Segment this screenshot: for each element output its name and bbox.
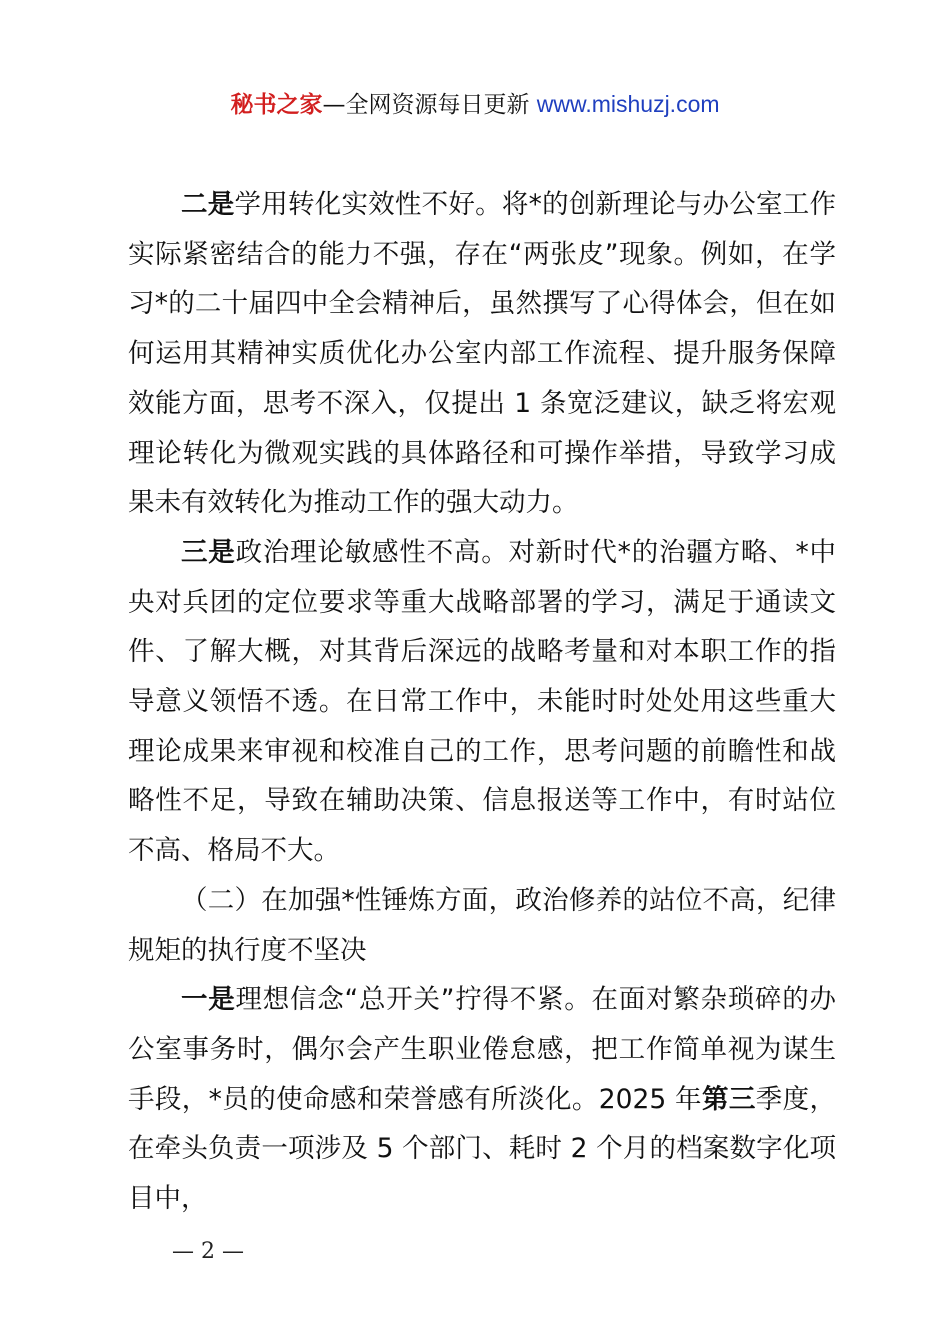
paragraph-bold-inline: 第三 <box>701 1083 756 1115</box>
paragraph-text: 理想信念“总开关”拧得不紧。在面对繁杂琐碎的办公室事务时，偶尔会产生职业倦怠感，把工作简单视为谋生手段，*员的使命感和荣誉感有所淡化。2025 年 <box>128 984 837 1115</box>
header-slogan: —全网资源每日更新 <box>322 92 530 118</box>
paragraph-lead: 一是 <box>181 984 236 1016</box>
paragraph-lead: 二是 <box>181 189 235 220</box>
section-heading-two <box>128 876 836 975</box>
header-url-link[interactable]: www.mishuzj.com <box>536 91 720 117</box>
paragraph-text: 政治理论敏感性不高。对新时代*的治疆方略、*中央对兵团的定位要求等重大战略部署的学习，满足于通读文件、了解大概，对其背后深远的战略考量和对本职工作的指导意义领悟不透。在日常工作中，未能时时处处用这些重大理论成果来审视和校准自己的工作，思考问题的前瞻性和战略性不足，导致在辅助决策、信息报送等工作中，有时站位不高、格局不大。 <box>128 536 837 867</box>
section-heading-text: （二）在加强*性锤炼方面，政治修养的站位不高，纪律规矩的执行度不坚决 <box>128 884 836 966</box>
paragraph-text-cont: 季度，在牵头负责一项涉及 5 个部门、耗时 2 个月的档案数字化项目中， <box>128 1083 836 1215</box>
page-number: — 2 — <box>172 1239 244 1264</box>
header-brand: 秘书之家 <box>230 92 323 118</box>
paragraph-lead: 三是 <box>181 536 236 568</box>
paragraph-point-one <box>128 975 836 1224</box>
paragraph-point-three <box>128 528 836 876</box>
paragraph-text: 学用转化实效性不好。将*的创新理论与办公室工作实际紧密结合的能力不强，存在“两张皮”现象。例如，在学习*的二十届四中全会精神后，虽然撰写了心得体会，但在如何运用其精神实质优化办公室内部工作流程、提升服务保障效能方面，思考不深入，仅提出 1 条宽泛建议，缺乏将宏观理论转化为微观实践的具体路径和可操作举措，导致学习成果未有效转化为推动工作的强大动力。 <box>128 189 837 519</box>
document-header <box>0 86 950 123</box>
paragraph-point-two <box>128 180 836 528</box>
document-body <box>128 180 836 1224</box>
